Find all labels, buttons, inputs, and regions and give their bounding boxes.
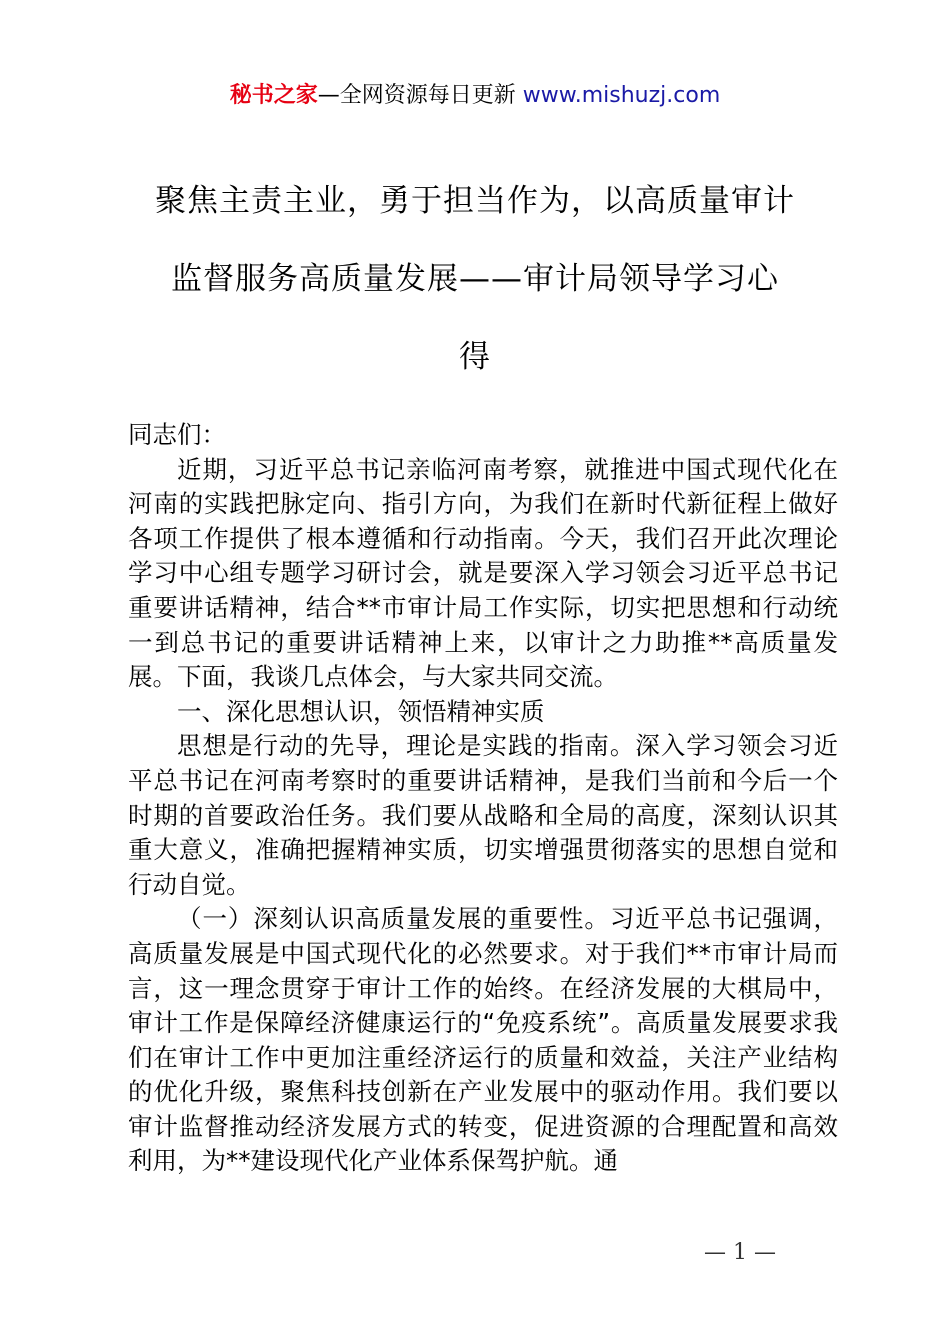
page-footer (0, 1240, 950, 1265)
title-line-1: 聚焦主责主业，勇于担当作为，以高质量审计 (155, 183, 795, 219)
header-separator: — (317, 83, 340, 108)
paragraph-section-1: 思想是行动的先导，理论是实践的指南。深入学习领会习近平总书记在河南考察时的重要讲话精神，是我们当前和今后一个时期的首要政治任务。我们要从战略和全局的高度，深刻认识其重大意义，准确把握精神实质，切实增强贯彻落实的思想自觉和行动自觉。 (128, 731, 838, 899)
site-url-link[interactable]: www.mishuzj.com (522, 83, 721, 108)
document-body (128, 418, 838, 1179)
page-number: — 1 — (704, 1240, 776, 1265)
paragraph-intro: 近期，习近平总书记亲临河南考察，就推进中国式现代化在河南的实践把脉定向、指引方向，为我们在新时代新征程上做好各项工作提供了根本遵循和行动指南。今天，我们召开此次理论学习中心组专题学习研讨会，就是要深入学习领会习近平总书记重要讲话精神，结合**市审计局工作实际，切实把思想和行动统一到总书记的重要讲话精神上来，以审计之力助推**高质量发展。下面，我谈几点体会，与大家共同交流。 (128, 454, 838, 692)
salutation: 同志们： (128, 420, 226, 449)
paragraph-subsection-1: （一）深刻认识高质量发展的重要性。习近平总书记强调，高质量发展是中国式现代化的必然要求。对于我们**市审计局而言，这一理念贯穿于审计工作的始终。在经济发展的大棋局中，审计工作是保障经济健康运行的“免疫系统”。高质量发展要求我们在审计工作中更加注重经济运行的质量和效益，关注产业结构的优化升级，聚焦科技创新在产业发展中的驱动作用。我们要以审计监督推动经济发展方式的转变，促进资源的合理配置和高效利用，为**建设现代化产业体系保驾护航。通 (128, 904, 838, 1176)
document-title (110, 162, 840, 396)
title-line-2: 监督服务高质量发展——审计局领导学习心 (171, 261, 779, 297)
brand-name: 秘书之家 (229, 83, 318, 108)
section-heading-1: 一、深化思想认识，领悟精神实质 (177, 696, 545, 726)
title-line-3: 得 (459, 339, 491, 375)
header-tagline: 全网资源每日更新 (339, 83, 523, 108)
site-header (0, 80, 950, 112)
